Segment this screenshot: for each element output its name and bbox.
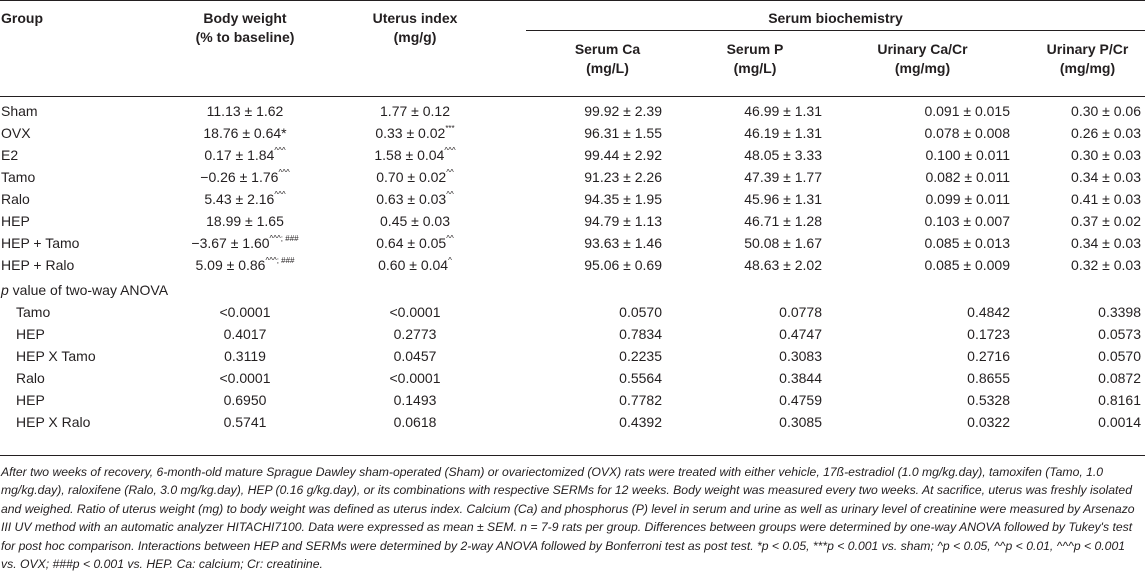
serum-p-cell: 0.3844: [779, 370, 822, 386]
urinary-ca-cr-cell: 0.1723: [967, 326, 1010, 342]
uterus-index-cell: 0.70 ± 0.02^^: [376, 168, 454, 185]
header-body-weight: [170, 9, 320, 47]
anova-row: [0, 390, 1145, 411]
serum-p-cell: 50.08 ± 1.67: [744, 235, 822, 251]
urinary-p-cr-cell: 0.41 ± 0.03: [1071, 191, 1141, 207]
group-row: [0, 255, 1145, 276]
serum-ca-cell: 0.7782: [619, 392, 662, 408]
urinary-p-cr-cell: 0.26 ± 0.03: [1071, 125, 1141, 141]
uterus-index-cell: 1.77 ± 0.12: [380, 103, 450, 119]
uterus-index-cell: <0.0001: [389, 370, 441, 386]
uterus-index-cell: 0.45 ± 0.03: [380, 213, 450, 229]
urinary-ca-cr-cell: 0.5328: [967, 392, 1010, 408]
group-row: [0, 189, 1145, 210]
urinary-ca-cr-cell: 0.091 ± 0.015: [924, 103, 1010, 119]
group-cell: HEP + Ralo: [1, 257, 75, 273]
group-row: [0, 233, 1145, 254]
header-uterus-index: [330, 9, 500, 47]
body-weight-cell: 18.99 ± 1.65: [206, 213, 284, 229]
header-serum-p-line1: Serum P: [726, 41, 784, 57]
urinary-ca-cr-cell: 0.099 ± 0.011: [925, 191, 1010, 207]
anova-label: p value of two-way ANOVA: [1, 282, 169, 298]
serum-p-cell: 0.4747: [779, 326, 822, 342]
significance-marker: ^^: [446, 168, 454, 178]
body-weight-cell: <0.0001: [219, 304, 271, 320]
header-serum-ca: [545, 40, 670, 78]
group-cell: OVX: [1, 125, 31, 141]
anova-label-row: [0, 280, 1145, 301]
serum-p-cell: 48.63 ± 2.02: [744, 257, 822, 273]
serum-ca-cell: 0.4392: [619, 414, 662, 430]
urinary-ca-cr-cell: 0.2716: [967, 348, 1010, 364]
header-serum-p: [690, 40, 820, 78]
group-row: [0, 123, 1145, 144]
uterus-index-cell: 0.63 ± 0.03^^: [376, 190, 454, 207]
serum-p-cell: 45.96 ± 1.31: [744, 191, 822, 207]
body-weight-cell: 0.4017: [223, 326, 267, 342]
group-cell: Sham: [1, 103, 38, 119]
group-cell: E2: [1, 147, 19, 163]
urinary-p-cr-cell: 0.37 ± 0.02: [1071, 213, 1141, 229]
group-cell: Ralo: [1, 191, 30, 207]
serum-ca-cell: 94.35 ± 1.95: [584, 191, 662, 207]
table-top-rule: [0, 0, 1145, 1]
anova-row: [0, 324, 1145, 345]
group-cell: Tamo: [16, 304, 51, 320]
significance-marker: ^^^: [274, 146, 286, 156]
significance-marker: ^^: [446, 234, 454, 244]
serum-ca-cell: 0.0570: [619, 304, 662, 320]
urinary-p-cr-cell: 0.34 ± 0.03: [1071, 235, 1141, 251]
uterus-index-cell: 0.0618: [393, 414, 437, 430]
urinary-ca-cr-cell: 0.103 ± 0.007: [924, 213, 1010, 229]
table-bottom-rule: [0, 455, 1145, 456]
header-serum-p-line2: (mg/L): [733, 60, 777, 76]
serum-p-cell: 46.99 ± 1.31: [744, 103, 822, 119]
urinary-p-cr-cell: 0.0014: [1098, 414, 1141, 430]
significance-marker: ^^^; ###: [265, 256, 295, 266]
serum-biochem-rule: [526, 30, 1145, 31]
group-row: [0, 167, 1145, 188]
body-weight-cell: 0.5741: [223, 414, 267, 430]
group-row: [0, 211, 1145, 232]
body-weight-cell: <0.0001: [219, 370, 271, 386]
urinary-ca-cr-cell: 0.4842: [967, 304, 1010, 320]
header-body-weight-line2: (% to baseline): [195, 29, 295, 45]
header-serum-ca-line2: (mg/L): [586, 60, 629, 76]
uterus-index-cell: 0.60 ± 0.04^: [378, 256, 452, 273]
serum-ca-cell: 96.31 ± 1.55: [584, 125, 662, 141]
urinary-ca-cr-cell: 0.078 ± 0.008: [924, 125, 1010, 141]
anova-row: [0, 412, 1145, 433]
serum-p-cell: 0.0778: [779, 304, 822, 320]
header-uterus-index-line1: Uterus index: [372, 10, 458, 26]
urinary-p-cr-cell: 0.30 ± 0.06: [1071, 103, 1141, 119]
urinary-ca-cr-cell: 0.8655: [967, 370, 1010, 386]
urinary-p-cr-cell: 0.0573: [1098, 326, 1141, 342]
header-urinary-p-cr-line2: (mg/mg): [1059, 60, 1116, 76]
anova-row: [0, 368, 1145, 389]
significance-marker: ^^: [446, 190, 454, 200]
serum-ca-cell: 99.44 ± 2.92: [584, 147, 662, 163]
urinary-p-cr-cell: 0.34 ± 0.03: [1071, 169, 1141, 185]
serum-ca-cell: 99.92 ± 2.39: [584, 103, 662, 119]
urinary-p-cr-cell: 0.8161: [1098, 392, 1141, 408]
header-urinary-ca-cr-line2: (mg/mg): [894, 60, 951, 76]
serum-ca-cell: 95.06 ± 0.69: [584, 257, 662, 273]
header-urinary-p-cr: [1030, 40, 1145, 78]
significance-marker: ^^^: [274, 190, 286, 200]
header-urinary-ca-cr-line1: Urinary Ca/Cr: [877, 41, 968, 57]
urinary-p-cr-cell: 0.0872: [1098, 370, 1141, 386]
urinary-p-cr-cell: 0.0570: [1098, 348, 1141, 364]
serum-ca-cell: 94.79 ± 1.13: [584, 213, 662, 229]
uterus-index-cell: 0.2773: [393, 326, 437, 342]
anova-row: [0, 302, 1145, 323]
group-cell: HEP + Tamo: [1, 235, 80, 251]
header-uterus-index-line2: (mg/g): [393, 29, 437, 45]
significance-marker: ^^^; ###: [269, 234, 299, 244]
significance-marker: ^: [448, 256, 452, 266]
body-weight-cell: 5.09 ± 0.86^^^; ###: [195, 256, 295, 273]
body-weight-cell: 0.17 ± 1.84^^^: [204, 146, 286, 163]
serum-ca-cell: 93.63 ± 1.46: [584, 235, 662, 251]
body-weight-cell: 18.76 ± 0.64*: [203, 125, 287, 141]
serum-ca-cell: 0.7834: [619, 326, 662, 342]
group-cell: HEP: [1, 213, 30, 229]
uterus-index-cell: <0.0001: [389, 304, 441, 320]
body-weight-cell: 5.43 ± 2.16^^^: [204, 190, 286, 207]
group-cell: HEP X Ralo: [16, 414, 91, 430]
anova-row: [0, 346, 1145, 367]
header-bottom-rule: [0, 96, 1145, 97]
table-footnote: After two weeks of recovery, 6-month-old mature Sprague Dawley sham-operated (Sham) or ovariectomized (OVX) rats were treated with either vehicle, 17ß-estradiol (1.0 mg/kg.day), tamoxifen (Tamo, 1.0 mg/kg.day), raloxifene (Ralo, 3.0 mg/kg.day), HEP (0.16 g/kg.day), or its combinations with respective SERMs for 12 weeks. Body weight was measured every two weeks. At sacrifice, uterus was freshly isolated and weighed. Ratio of uterus weight (mg) to body weight was defined as uterus index. Calcium (Ca) and phosphorus (P) level in serum and urine as well as urinary level of creatinine were measured by Arsenazo III UV method with an automatic analyzer HITACHI7100. Data were expressed as mean ± SEM. n = 7-9 rats per group. Differences between groups were determined by one-way ANOVA followed by Tukey's test for post hoc comparison. Interactions between HEP and SERMs were determined by 2-way ANOVA followed by Bonferroni test as post test. *p < 0.05, ***p < 0.001 vs. sham; ^p < 0.05, ^^p < 0.01, ^^^p < 0.001 vs. OVX; ###p < 0.001 vs. HEP. Ca: calcium; Cr: creatinine.: [1, 465, 1135, 572]
serum-p-cell: 0.4759: [779, 392, 822, 408]
group-row: [0, 145, 1145, 166]
header-urinary-p-cr-line1: Urinary P/Cr: [1046, 41, 1129, 57]
header-group: Group: [1, 10, 43, 26]
urinary-ca-cr-cell: 0.082 ± 0.011: [925, 169, 1010, 185]
header-urinary-ca-cr: [840, 40, 1005, 78]
urinary-ca-cr-cell: 0.085 ± 0.013: [924, 235, 1010, 251]
urinary-ca-cr-cell: 0.100 ± 0.011: [925, 147, 1010, 163]
group-cell: HEP: [16, 392, 45, 408]
serum-ca-cell: 0.5564: [619, 370, 662, 386]
serum-p-cell: 46.19 ± 1.31: [744, 125, 822, 141]
uterus-index-cell: 1.58 ± 0.04^^^: [374, 146, 456, 163]
serum-p-cell: 0.3085: [779, 414, 822, 430]
serum-ca-cell: 91.23 ± 2.26: [584, 169, 662, 185]
significance-marker: ***: [445, 124, 455, 134]
uterus-index-cell: 0.33 ± 0.02***: [375, 124, 455, 141]
urinary-p-cr-cell: 0.3398: [1098, 304, 1141, 320]
body-weight-cell: 0.3119: [224, 348, 266, 364]
body-weight-cell: −0.26 ± 1.76^^^: [200, 168, 290, 185]
group-cell: HEP X Tamo: [16, 348, 96, 364]
significance-marker: ^^^: [444, 146, 456, 156]
uterus-index-cell: 0.1493: [393, 392, 437, 408]
body-weight-cell: 0.6950: [223, 392, 267, 408]
group-row: [0, 101, 1145, 122]
urinary-p-cr-cell: 0.32 ± 0.03: [1071, 257, 1141, 273]
urinary-p-cr-cell: 0.30 ± 0.03: [1071, 147, 1141, 163]
significance-marker: ^^^: [278, 168, 290, 178]
serum-p-cell: 0.3083: [779, 348, 822, 364]
serum-ca-cell: 0.2235: [619, 348, 662, 364]
group-cell: HEP: [16, 326, 45, 342]
header-body-weight-line1: Body weight: [203, 10, 287, 26]
urinary-ca-cr-cell: 0.0322: [967, 414, 1010, 430]
body-weight-cell: −3.67 ± 1.60^^^; ###: [191, 234, 299, 251]
urinary-ca-cr-cell: 0.085 ± 0.009: [924, 257, 1010, 273]
uterus-index-cell: 0.0457: [393, 348, 437, 364]
header-serum-biochemistry: Serum biochemistry: [768, 10, 903, 26]
serum-p-cell: 47.39 ± 1.77: [744, 169, 822, 185]
group-cell: Ralo: [16, 370, 45, 386]
group-cell: Tamo: [1, 169, 36, 185]
header-serum-ca-line1: Serum Ca: [574, 41, 641, 57]
body-weight-cell: 11.13 ± 1.62: [206, 103, 284, 119]
uterus-index-cell: 0.64 ± 0.05^^: [376, 234, 454, 251]
serum-p-cell: 46.71 ± 1.28: [744, 213, 822, 229]
serum-p-cell: 48.05 ± 3.33: [744, 147, 822, 163]
